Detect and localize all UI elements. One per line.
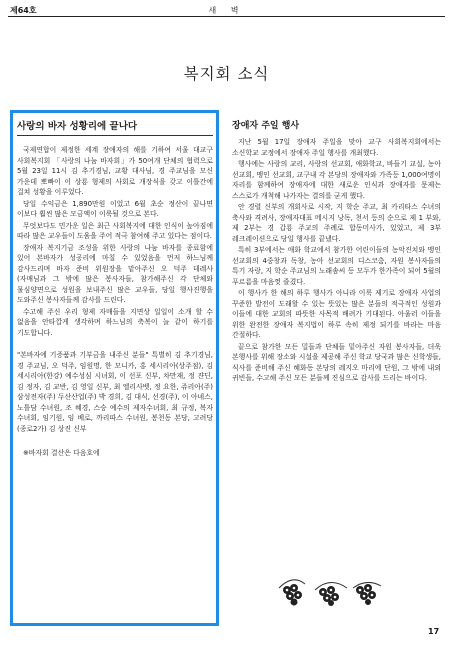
left-article-title: 사랑의 바자 성황리에 끝나다	[17, 121, 138, 132]
left-article	[17, 118, 213, 459]
left-paragraph-2: 당일 수익금은 1,890만원 이었고 6월 초순 정산이 끝나면 이보다 훨씬 많은 모금액이 이룩될 것으로 본다.	[17, 199, 213, 218]
page-number: 17	[428, 627, 440, 636]
page-title: 복지회 소식	[183, 65, 270, 83]
issue-number: 제64호	[10, 6, 37, 15]
right-paragraph-1: 지난 5월 17일 장애자 주일을 맞아 교구 사회복지회에서는 소신학교 교정에서 장애자 주일 행사를 개최했다.	[232, 138, 441, 157]
left-paragraph-4: 장애자 복지기금 조성을 위한 사랑의 나눔 바자를 종료함에 있어 본바자가 성공리에 마칠 수 있었음을 먼저 하느님께 감사드리며 바자 준비 위원장을 맡아주신 오 덕주 데레사(자매님과 그 밖에 많은 봉사자들, 참가해주신 각 단체와 물심양면으로 성원을 보내주신 많은 교우들, 당일 행사진행을 도와주신 봉사자들께 감사를 드린다.	[17, 243, 213, 304]
right-paragraph-2: 행사에는 사랑의 교리, 사랑의 선교회, 애화학교, 바들기 교실, 농아 선교회, 맹인 선교회, 교구내 각 본당의 장애자와 가족등 1,000여명이 자리를 함께하여 장애자에 대한 새로운 인식과 장애자를 문제는 스스로가 개척해 나가자는 결의를 굳게 했다.	[232, 160, 441, 200]
right-paragraph-3: 안 경렬 신부의 개회사로 시작, 지 학순 주교, 최 카리타스 수녀의 축사와 격려사, 장애자대표 메시지 낭독, 천서 등의 순으로 제 1 부와, 제 2부는 경 갑룡 주교의 주례로 합동미사가, 있었고, 제 3부 레크레이션으로 당일 행사를 끝냈다.	[232, 203, 441, 243]
right-paragraph-6: 끝으로 참가한 모든 밀들과 단체들 밑아주신 자원 봉사자들, 더욱 본행사를 위해 장소와 시설을 제공해 주신 학교 당국과 많은 신학생들, 식사를 준비해 주신 혜화동 본당의 레지오 마리에 단원, 그 밖에 내외 귀빈들, 수고해 주신 모든 분들께 진심으로 감사를 드리는 바이다.	[232, 342, 441, 382]
left-footnote: ※바자회 결산은 다음호에	[23, 449, 100, 457]
left-paragraph-5: 수고해 주신 우리 형제 자매들을 지면상 일일이 소개 할 수 없음을 안타깝게 생각하며 하느님의 축복이 늘 같이 하기를 기도합니다.	[17, 307, 213, 337]
left-paragraph-1: 국제연합이 제정한 세계 장애자의 해를 기하여 서울 대교구 사회복지회 「사랑의 나눔 바자회」가 50여개 단체의 협력으로 5월 23일 11시 김 추기경님, 교황 대사님, 경 주교님을 모신 가운데 뽀빠이 이 상룡 형제의 사회로 개장식을 갖고 이틀간에 걸쳐 성황을 이루었다.	[17, 146, 213, 196]
right-paragraph-4: 특히 3부에서는 애화 학교에서 참가한 어린이들의 농악진치와 맹인 선교회의 4중창과 독창, 농아 선교회의 디스코춤, 자원 봉사자들의 특기 자랑, 지 학순 주교님의 노래솜씨 등 모두가 한가족이 되어 5월의 푸르름을 마음껏 즐겼다.	[232, 246, 441, 286]
header-rule	[8, 16, 445, 17]
left-paragraph-3: 무엇보다도 민가운 일은 최근 사회복지에 대한 인식이 높아짐에 따라 많은 교우들이 도움을 주어 적극 참여해 주고 있다는 점이다.	[17, 221, 213, 240]
right-article-title: 장애자 주일 행사	[232, 121, 300, 131]
publication-name: 새 벽	[208, 6, 245, 15]
left-article-title-rule	[17, 135, 213, 136]
donor-thanks: "본바자에 기증품과 기부금을 내주신 분들" 특별히 김 추기경님, 경 주교님, 오 덕주, 임원명, 한 모니카, 홍 세시리아(상주점), 김 세시리아(한강) 예수성심 시녀회, 이 선포 신부, 차만재, 정 쟌딘, 김 정자, 김 교반, 김 영일 신부, 최 엘리사벳, 정 요한, 쥬리아(주) 삼성전자(주) 두산산업(주) 박 경희, 김 대식, 선경(주), 이 아녜스, 노틀담 수녀원, 조 혜경, 스승 예수의 제자수녀회, 최 규정, 복자 수녀회, 임기원, 임 베로, 까리따스 수녀원, 봉천동 본당, 고려당(종로2가) 김 상진 신부	[17, 351, 213, 433]
right-paragraph-5: 이 행사가 한 해의 하루 행사가 아니라 이룩 제기로 장애자 사업의 꾸준한 발전이 도래할 수 있는 뜻있는 많은 분들의 적극적인 성원과 이들에 대한 교회의 따뜻한 사목적 배려가 기대된다. 아울러 이들을 위한 완전한 장애자 복지법이 하루 속히 제정 되기를 바라는 마음 간절하다.	[232, 289, 441, 339]
flower-cluster-icon	[275, 566, 385, 606]
right-article	[232, 118, 441, 384]
